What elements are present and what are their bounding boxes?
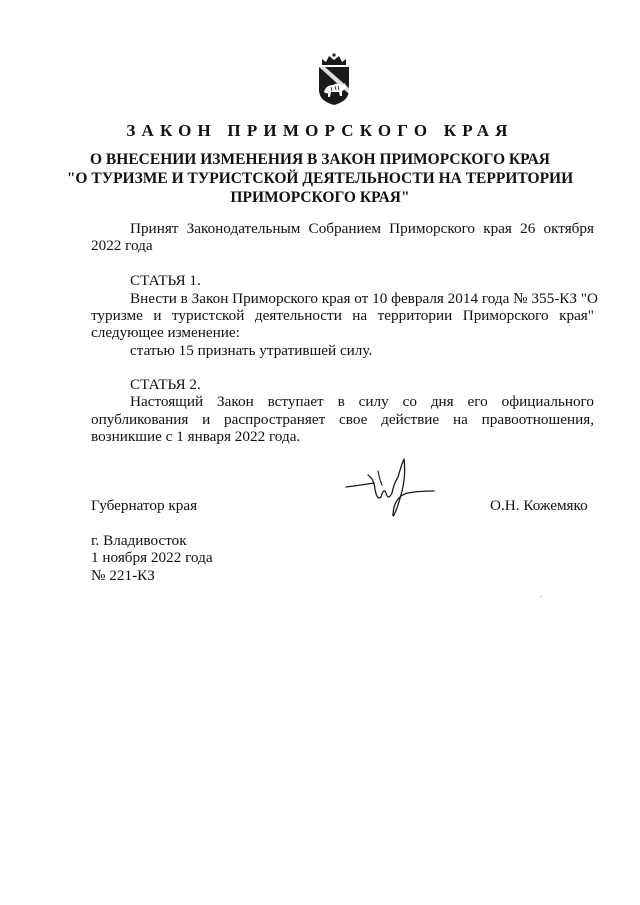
adoption-line-2: 2022 года — [91, 237, 153, 254]
article-1-line-4: статью 15 признать утратившей силу. — [130, 342, 373, 359]
governor-title: Губернатор края — [91, 497, 198, 514]
article-1-line-1: Внести в Закон Приморского края от 10 февраля 2014 года № 355-КЗ "О — [130, 290, 598, 307]
heading-line-2: "О ТУРИЗМЕ И ТУРИСТСКОЙ ДЕЯТЕЛЬНОСТИ НА ТЕРРИТОРИИ — [66, 170, 574, 187]
coat-of-arms-icon — [316, 52, 352, 106]
article-1-title: СТАТЬЯ 1. — [130, 272, 201, 289]
footer-city: г. Владивосток — [91, 532, 187, 549]
article-1-line-3: следующее изменение: — [91, 324, 240, 341]
heading-line-1: О ВНЕСЕНИИ ИЗМЕНЕНИЯ В ЗАКОН ПРИМОРСКОГО КРАЯ — [90, 151, 550, 168]
footer-date: 1 ноября 2022 года — [91, 549, 213, 566]
article-2-line-2: опубликования и распространяет свое действие на правоотношения, — [91, 411, 594, 428]
heading-line-3: ПРИМОРСКОГО КРАЯ" — [230, 189, 410, 206]
article-2-line-3: возникшие с 1 января 2022 года. — [91, 428, 301, 445]
governor-name: О.Н. Кожемяко — [490, 497, 588, 514]
law-title: ЗАКОН ПРИМОРСКОГО КРАЯ — [126, 121, 514, 140]
footer-number: № 221-КЗ — [91, 567, 155, 584]
handwritten-signature-icon — [344, 457, 436, 519]
scan-speck — [540, 596, 542, 597]
article-2-title: СТАТЬЯ 2. — [130, 376, 201, 393]
article-1-line-2: туризме и туристской деятельности на территории Приморского края" — [91, 307, 594, 324]
adoption-line-1: Принят Законодательным Собранием Приморского края 26 октября — [130, 220, 594, 237]
article-2-line-1: Настоящий Закон вступает в силу со дня его официального — [130, 393, 594, 410]
